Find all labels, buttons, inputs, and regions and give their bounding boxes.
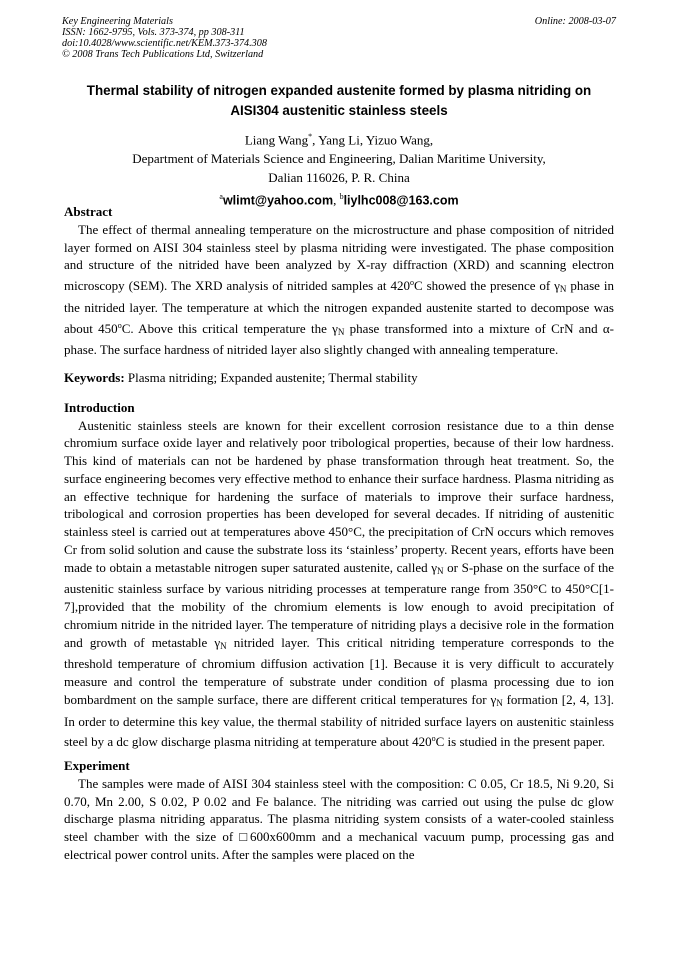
experiment-text: The samples were made of AISI 304 stainless steel with the composition: C 0.05, Cr 18.5, Ni 9.20, Si 0.70, Mn 2.00, S 0.02, P 0.02 and Fe balance. The nitriding was carried out using the pulse dc glow discharge plasma nitriding apparatus. The plasma nitriding system consists of a water-cooled stainless steel chamber with the size of □600x600mm and a mechanical vacuum pump, processing gas and electrical power control units. After the samples were placed on the [64, 775, 615, 862]
author-2: , Yang Li [312, 132, 360, 148]
email-a-mark: a [219, 192, 223, 202]
email-a[interactable]: wlimt@yahoo.com [222, 193, 334, 208]
title-line-2: AISI304 austenitic stainless steels [230, 103, 448, 118]
paper-title [62, 81, 616, 121]
journal-name: Key Engineering Materials [62, 16, 173, 27]
missing-glyph: □ [239, 829, 250, 844]
keywords-line [64, 369, 614, 387]
experiment-heading: Experiment [64, 758, 130, 773]
online-date: Online: 2008-03-07 [534, 16, 616, 27]
doi-line: doi:10.4028/www.scientific.net/KEM.373-374.308 [62, 38, 267, 49]
introduction-heading: Introduction [64, 399, 135, 415]
affiliation-line-2: Dalian 116026, P. R. China [268, 170, 410, 186]
keywords-text: Plasma nitriding; Expanded austenite; Thermal stability [124, 370, 418, 385]
author-block [62, 127, 616, 211]
introduction-text: Austenitic stainless steels are known for their excellent corrosion resistance due to a thin dense chromium surface oxide layer and relatively poor tribological properties, because of their low hardness. This kind of materials can not be hardened by phase transformation through heat treatment. So, the surface engineering becomes very effective method to enhance their surface hardness. Plasma nitriding as an effective technique for hardening the surface of materials to improve their surface hardness, tribological and corrosion properties has been developed for several decades. If nitriding of austenitic stainless steel is carried out at temperatures above 450°C, the precipitation of CrN occurs which removes Cr from solid solution and cause the substrate loss its ‘stainless’ property. Recent years, efforts have been made to obtain a metastable nitrogen super saturated austenite, called $\gamma_N$ or S-phase on the surface of the austenitic stainless surface by various nitriding processes at temperature range from 350°C to 450°C[1-7],provided that the mobility of the chromium elements is low enough to avoid precipitation of chromium nitride in the nitrided layer. The temperature of nitriding plays a decisive role in the formation and growth of metastable $\gamma_N$ nitrided layer. This critical nitriding temperature corresponds to the threshold temperature of chromium diffusion activation [1]. Because it is very difficult to accurately measure and control the temperature of substrate under condition of plasma processing due to ion bombardment on the sample surface, there are different critical temperatures for $\gamma_N$ formation [2, 4, 13]. In order to determine this key value, the thermal stability of nitrided surface layers on austenitic stainless steel by a dc glow discharge plasma nitriding at temperature about 420$^o$C is studied in the present paper. [64, 417, 614, 750]
email-separator: , [333, 192, 340, 208]
author-3: , Yizuo Wang, [359, 132, 434, 148]
abstract-heading: Abstract [64, 204, 113, 219]
email-b[interactable]: liylhc008@163.com [343, 193, 459, 208]
journal-header [62, 16, 616, 60]
email-b-mark: b [339, 192, 344, 202]
keywords-label: Keywords: [64, 370, 125, 385]
corresponding-mark: * [308, 132, 313, 141]
author-1: Liang Wang [244, 132, 309, 148]
author-names [62, 127, 616, 149]
abstract-text: The effect of thermal annealing temperature on the microstructure and phase composition of nitrided layer formed on AISI 304 stainless steel by plasma nitriding were investigated. The phase composition and structure of the nitrided have been analyzed by X-ray diffraction (XRD) and scanning electron microscopy (SEM). The XRD analysis of nitrided samples at 420$^o$C showed the presence of $\gamma_N$ phase in the nitrided layer. The temperature at which the nitrogen expanded austenite started to decompose was about 450$^o$C. Above this critical temperature the $\gamma_N$ phase transformed into a mixture of CrN and α-phase. The surface hardness of nitrided layer also slightly changed with annealing temperature. [64, 221, 615, 358]
title-line-1: Thermal stability of nitrogen expanded austenite formed by plasma nitriding on [86, 83, 592, 98]
copyright-line: © 2008 Trans Tech Publications Ltd, Switzerland [62, 49, 264, 60]
paper-body [64, 203, 614, 864]
issn-line: ISSN: 1662-9795, Vols. 373-374, pp 308-311 [62, 27, 245, 38]
affiliation-line-1: Department of Materials Science and Engineering, Dalian Maritime University, [132, 151, 546, 167]
